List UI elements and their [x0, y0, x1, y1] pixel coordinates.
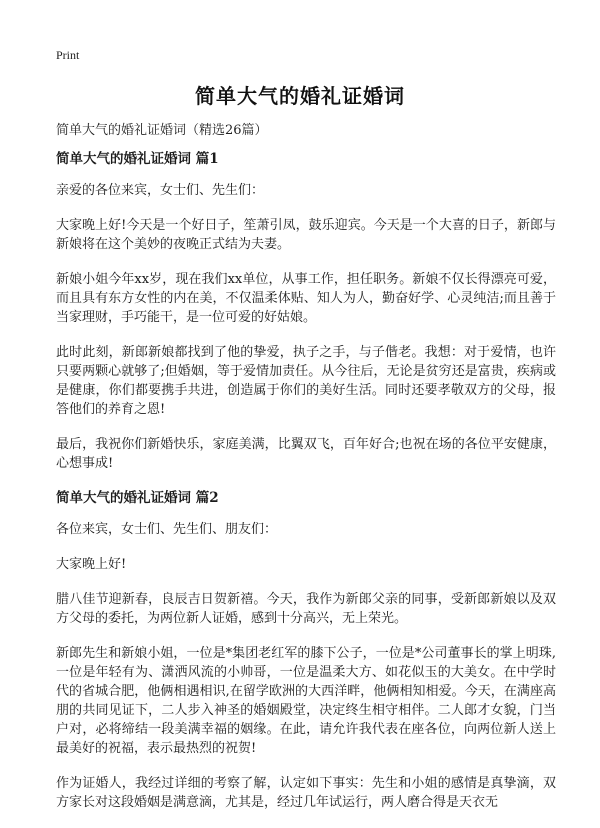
- document-subtitle: 简单大气的婚礼证婚词（精选26篇）: [56, 123, 268, 138]
- section-heading: 简单大气的婚礼证婚词 篇1: [56, 151, 219, 167]
- paragraph: 新郎先生和新娘小姐，一位是*集团老红军的膝下公子，一位是*公司董事长的掌上明珠,一位是年轻有为、潇洒风流的小帅哥，一位是温柔大方、如花似玉的大美女。在中学时代的省城合肥，他俩相遇相识,在留学欧洲的大西洋畔，他俩相知相爱。今天，在满座高朋的共同见证下，二人步入神圣的婚姻殿堂，决定终生相守相伴。二人郎才女貌，门当户对，必将缔结一段美满幸福的姻缘。在此，请允许我代表在座各位，向两位新人送上最美好的祝福，表示最热烈的祝贺!: [56, 646, 556, 756]
- paragraph: 此时此刻，新郎新娘都找到了他的挚爱，执子之手，与子偕老。我想：对于爱情，也许只要两颗心就够了;但婚姻，等于爱情加责任。从今往后，无论是贫穷还是富贵，疾病或是健康，你们都要携手共进，创造属于你们的美好生活。同时还要孝敬双方的父母，报答他们的养育之恩!: [56, 345, 556, 417]
- section-1: [56, 150, 556, 473]
- section-2: [56, 489, 556, 812]
- paragraph: 最后，我祝你们新婚快乐，家庭美满，比翼双飞，百年好合;也祝在场的各位平安健康，心想事成!: [56, 437, 556, 471]
- paragraph: 新娘小姐今年xx岁，现在我们xx单位，从事工作，担任职务。新娘不仅长得漂亮可爱，而且具有东方女性的内在美，不仅温柔体贴、知人为人，勤奋好学、心灵纯洁;而且善于当家理财，手巧能干，是一位可爱的好姑娘。: [56, 272, 556, 325]
- paragraph: 大家晚上好!: [56, 557, 127, 572]
- paragraph: 亲爱的各位来宾，女士们、先生们：: [56, 183, 265, 198]
- paragraph: 腊八佳节迎新春，良辰吉日贺新禧。今天，我作为新郎父亲的同事，受新郎新娘以及双方父母的委托，为两位新人证婚，感到十分高兴，无上荣光。: [56, 592, 556, 626]
- page-title: 简单大气的婚礼证婚词: [195, 84, 405, 108]
- paragraph: 作为证婚人，我经过详细的考察了解，认定如下事实：先生和小姐的感情是真挚滴，双方家长对这段婚姻是满意滴，尤其是，经过几年试运行，两人磨合得是天衣无: [56, 776, 556, 810]
- print-link[interactable]: Print: [56, 48, 80, 62]
- paragraph: 大家晚上好!今天是一个好日子，笙萧引凤，鼓乐迎宾。今天是一个大喜的日子，新郎与新娘将在这个美妙的夜晚正式结为夫妻。: [56, 218, 556, 252]
- paragraph: 各位来宾，女士们、先生们、朋友们：: [56, 522, 278, 537]
- section-heading: 简单大气的婚礼证婚词 篇2: [56, 490, 219, 506]
- document-body: [56, 150, 556, 828]
